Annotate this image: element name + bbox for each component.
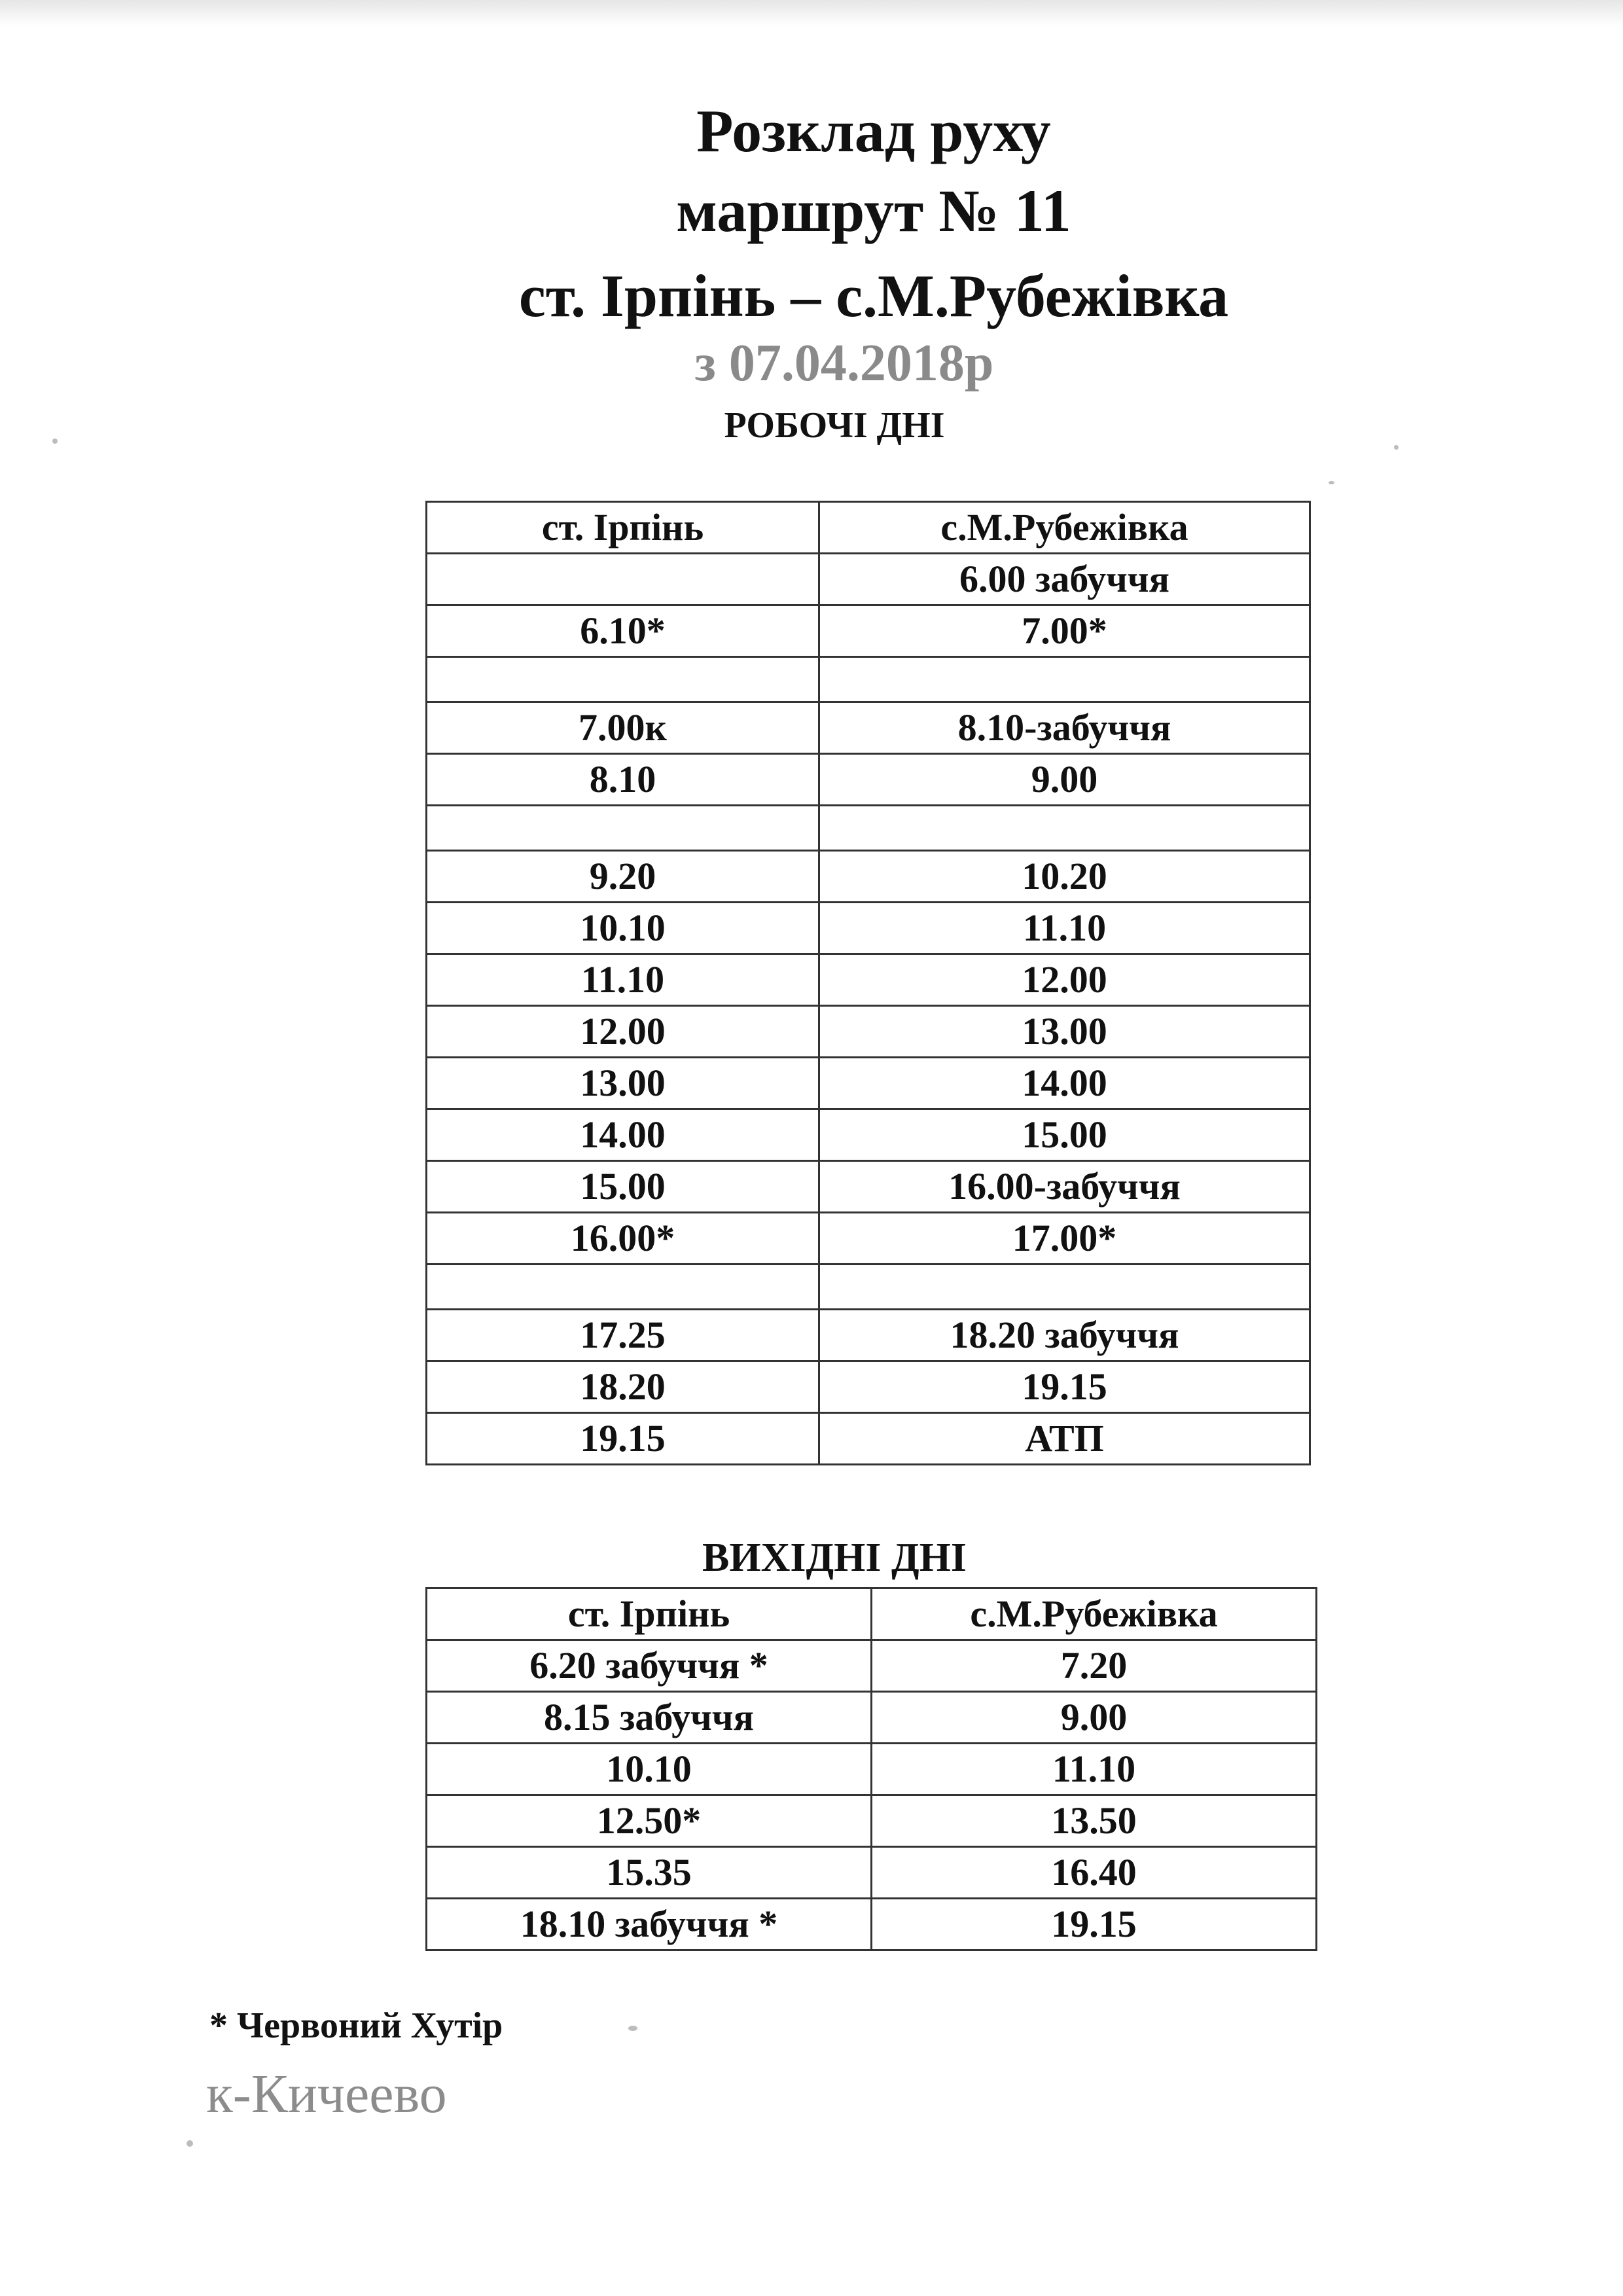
departure-irpin: 18.10 забуччя * bbox=[427, 1899, 872, 1950]
table-row bbox=[427, 702, 1310, 754]
departure-rubezhivka: АТП bbox=[819, 1413, 1310, 1465]
departure-rubezhivka bbox=[819, 657, 1310, 702]
departure-irpin: 12.00 bbox=[427, 1006, 819, 1058]
route-number: маршрут № 11 bbox=[676, 177, 1071, 244]
departure-rubezhivka: 15.00 bbox=[819, 1109, 1310, 1161]
departure-irpin: 9.20 bbox=[427, 851, 819, 903]
table-row bbox=[427, 605, 1310, 657]
departure-irpin: 6.20 забуччя * bbox=[427, 1640, 872, 1692]
table-row bbox=[427, 1213, 1310, 1265]
departure-rubezhivka: 18.20 забуччя bbox=[819, 1310, 1310, 1361]
table-row bbox=[427, 1899, 1317, 1950]
departure-rubezhivka: 8.10-забуччя bbox=[819, 702, 1310, 754]
departure-irpin: 17.25 bbox=[427, 1310, 819, 1361]
departure-irpin: 18.20 bbox=[427, 1361, 819, 1413]
departure-rubezhivka: 16.40 bbox=[872, 1847, 1317, 1899]
departure-rubezhivka: 9.00 bbox=[819, 754, 1310, 806]
departure-rubezhivka: 9.00 bbox=[872, 1692, 1317, 1744]
table-row bbox=[427, 657, 1310, 702]
table-row bbox=[427, 1692, 1317, 1744]
scan-speck bbox=[52, 439, 58, 444]
scan-speck bbox=[1329, 481, 1334, 484]
departure-irpin: 12.50* bbox=[427, 1795, 872, 1847]
table-row bbox=[427, 1265, 1310, 1310]
weekends-heading: ВИХІДНІ ДНІ bbox=[702, 1535, 967, 1580]
departure-irpin bbox=[427, 657, 819, 702]
table-row bbox=[427, 851, 1310, 903]
page-title: Розклад руху bbox=[696, 98, 1051, 164]
table-row bbox=[427, 1640, 1317, 1692]
table-row bbox=[427, 903, 1310, 954]
departure-irpin: 6.10* bbox=[427, 605, 819, 657]
departure-rubezhivka bbox=[819, 1265, 1310, 1310]
departure-irpin: 16.00* bbox=[427, 1213, 819, 1265]
table-header-row bbox=[427, 1588, 1317, 1640]
table-row bbox=[427, 1109, 1310, 1161]
table-row bbox=[427, 1058, 1310, 1109]
departure-irpin: 11.10 bbox=[427, 954, 819, 1006]
departure-rubezhivka: 7.20 bbox=[872, 1640, 1317, 1692]
table-row bbox=[427, 806, 1310, 851]
departure-irpin: 10.10 bbox=[427, 903, 819, 954]
departure-irpin: 19.15 bbox=[427, 1413, 819, 1465]
table-row bbox=[427, 1413, 1310, 1465]
departure-rubezhivka: 12.00 bbox=[819, 954, 1310, 1006]
effective-date-stamp: з 07.04.2018р bbox=[694, 334, 994, 392]
table-row bbox=[427, 1006, 1310, 1058]
departure-irpin: 8.10 bbox=[427, 754, 819, 806]
departure-rubezhivka: 14.00 bbox=[819, 1058, 1310, 1109]
departure-irpin: 10.10 bbox=[427, 1744, 872, 1795]
departure-rubezhivka: 16.00-забуччя bbox=[819, 1161, 1310, 1213]
departure-rubezhivka: 19.15 bbox=[819, 1361, 1310, 1413]
scan-speck bbox=[1394, 445, 1399, 450]
handwritten-note: к-Кичеево bbox=[206, 2064, 447, 2125]
route-endpoints: ст. Ірпінь – с.М.Рубежівка bbox=[518, 262, 1229, 329]
column-header-rubezhivka: с.М.Рубежівка bbox=[872, 1588, 1317, 1640]
column-header-irpin: ст. Ірпінь bbox=[427, 1588, 872, 1640]
departure-rubezhivka: 19.15 bbox=[872, 1899, 1317, 1950]
table-row bbox=[427, 554, 1310, 605]
table-row bbox=[427, 754, 1310, 806]
departure-rubezhivka: 11.10 bbox=[819, 903, 1310, 954]
table-header-row bbox=[427, 502, 1310, 554]
departure-irpin: 15.00 bbox=[427, 1161, 819, 1213]
column-header-rubezhivka: с.М.Рубежівка bbox=[819, 502, 1310, 554]
weekend-schedule-table bbox=[425, 1587, 1317, 1951]
table-row bbox=[427, 1847, 1317, 1899]
column-header-irpin: ст. Ірпінь bbox=[427, 502, 819, 554]
departure-irpin: 15.35 bbox=[427, 1847, 872, 1899]
departure-rubezhivka: 13.50 bbox=[872, 1795, 1317, 1847]
departure-rubezhivka: 13.00 bbox=[819, 1006, 1310, 1058]
departure-rubezhivka bbox=[819, 806, 1310, 851]
departure-irpin bbox=[427, 1265, 819, 1310]
weekdays-heading: РОБОЧІ ДНІ bbox=[724, 405, 945, 446]
departure-rubezhivka: 10.20 bbox=[819, 851, 1310, 903]
departure-irpin: 7.00к bbox=[427, 702, 819, 754]
departure-irpin: 8.15 забуччя bbox=[427, 1692, 872, 1744]
table-row bbox=[427, 1361, 1310, 1413]
weekday-schedule-table bbox=[425, 501, 1311, 1465]
footnote: * Червоний Хутір bbox=[209, 2005, 503, 2046]
table-row bbox=[427, 1161, 1310, 1213]
departure-irpin bbox=[427, 806, 819, 851]
scan-speck bbox=[187, 2140, 193, 2147]
scan-edge-shadow bbox=[0, 0, 1623, 26]
departure-rubezhivka: 17.00* bbox=[819, 1213, 1310, 1265]
departure-rubezhivka: 11.10 bbox=[872, 1744, 1317, 1795]
table-row bbox=[427, 954, 1310, 1006]
departure-rubezhivka: 7.00* bbox=[819, 605, 1310, 657]
departure-irpin bbox=[427, 554, 819, 605]
departure-irpin: 13.00 bbox=[427, 1058, 819, 1109]
departure-irpin: 14.00 bbox=[427, 1109, 819, 1161]
departure-rubezhivka: 6.00 забуччя bbox=[819, 554, 1310, 605]
table-row bbox=[427, 1310, 1310, 1361]
table-row bbox=[427, 1744, 1317, 1795]
table-row bbox=[427, 1795, 1317, 1847]
scan-speck bbox=[628, 2026, 637, 2031]
